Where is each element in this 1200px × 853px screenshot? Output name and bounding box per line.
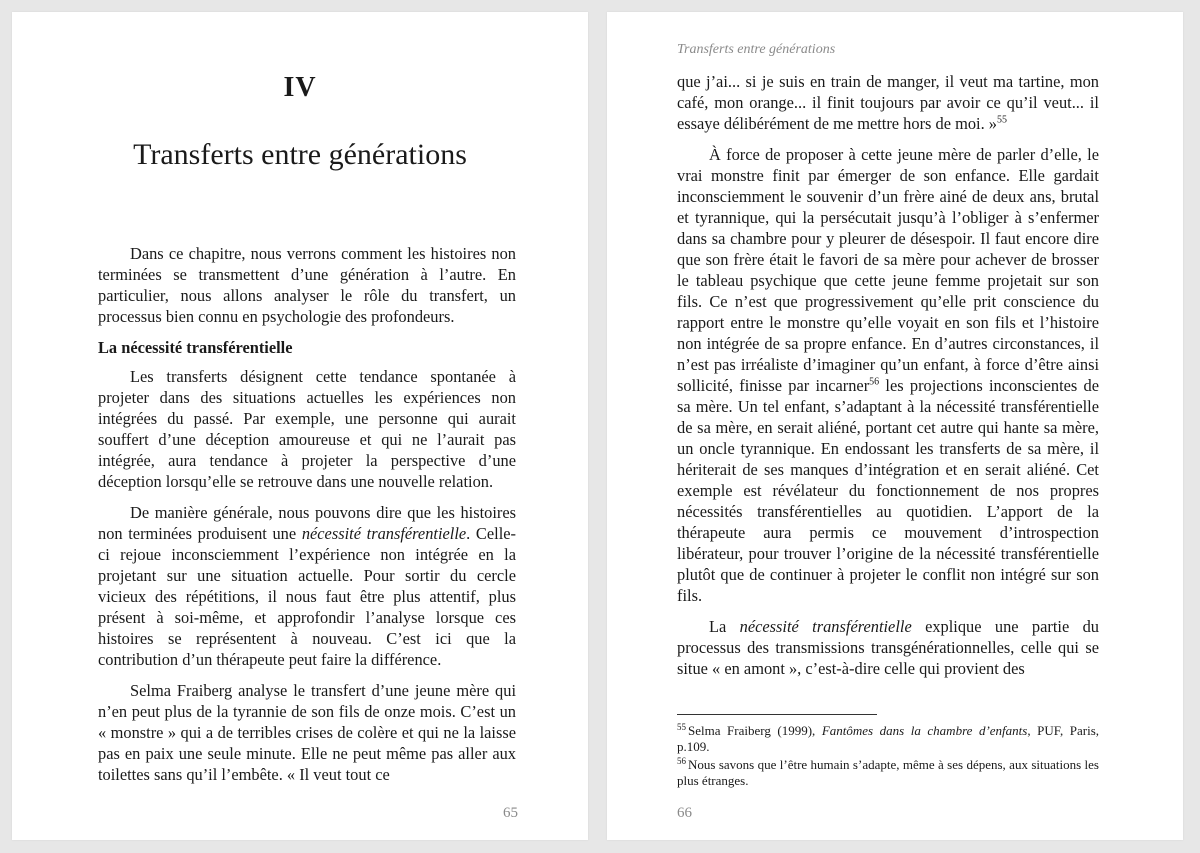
page-number: 65 bbox=[503, 805, 518, 821]
paragraph bbox=[677, 71, 1099, 134]
paragraph: Dans ce chapitre, nous verrons comment les histoires non terminées se transmettent d’une génération à l’autre. En particulier, nous allons analyser le rôle du transfert, un processus bien connu en psychologie des profondeurs. bbox=[98, 244, 516, 326]
paragraph-text: . Celle-ci rejoue inconsciemment l’expérience non intégrée en la projetant sur une situation actuelle. Pour sortir du cercle vicieux des répétitions, il nous faut être plus attentif, plus présent à soi-même, et approfondir l’analyse lorsque ces histoires se représentent à nouveau. C’est ici que la contribution d’un thérapeute peut faire la différence. bbox=[98, 524, 516, 669]
footnote-text: , PUF, Paris, p.109. bbox=[677, 723, 1100, 754]
chapter-number: IV bbox=[283, 72, 317, 103]
footnote-number: 56 bbox=[677, 755, 686, 766]
paragraph bbox=[677, 144, 1099, 606]
paragraph-text: que j’ai... si je suis en train de manger, il veut ma tartine, mon café, mon orange... il finit toujours par avoir ce qu’il veut... il essaye délibérément de me mettre hors de moi. » bbox=[677, 72, 1099, 133]
paragraph bbox=[98, 502, 516, 670]
page-number: 66 bbox=[677, 805, 692, 821]
footnotes bbox=[677, 714, 1099, 791]
chapter-title: Transferts entre générations bbox=[133, 138, 467, 171]
section-heading: La nécessité transférentielle bbox=[98, 338, 293, 357]
footnote bbox=[677, 757, 1099, 789]
footnote-number: 55 bbox=[677, 721, 686, 732]
left-page bbox=[12, 12, 588, 840]
paragraph: Les transferts désignent cette tendance spontanée à projeter dans des situations actuelles les expériences non intégrées du passé. Par exemple, une personne qui aurait souffert d’une déception amoureuse et qui ne l’aurait pas intégrée, aura tendance à projeter la perspective d’une déception lorsqu’elle se retrouve dans une nouvelle relation. bbox=[98, 367, 516, 491]
paragraph: Selma Fraiberg analyse le transfert d’une jeune mère qui n’en peut plus de la tyrannie de son fils de onze mois. C’est un « monstre » qui a de terribles crises de colère et qui ne la laisse pas en paix une seule minute. Elle ne peut même pas aller aux toilettes sans qu’il l’embête. « Il veut tout ce bbox=[98, 681, 516, 784]
paragraph-text: La bbox=[709, 617, 740, 636]
right-page bbox=[607, 12, 1183, 840]
paragraph bbox=[677, 616, 1099, 679]
footnote-text: Selma Fraiberg (1999), bbox=[688, 723, 822, 738]
paragraph-text: À force de proposer à cette jeune mère de parler d’elle, le vrai monstre finit par émerger de son enfance. Elle gardait inconsciemment le souvenir d’un frère ainé de deux ans, brutal et tyrannique, qui la persécutait jusqu’à l’obliger à s’enfermer dans sa chambre pour y pleurer de désespoir. Il faut encore dire que son frère était le favori de sa mère pour achever de brosser le tableau psychique que cette jeune femme projetait sur son fils. Ce n’est que progressivement qu’elle prit conscience du rapport entre le monstre qu’elle voyait en son fils et l’histoire non intégrée de sa propre enfance. En d’autres circonstances, il n’est pas irréaliste d’imaginer qu’un enfant, à force d’être ainsi sollicité, finisse par incarner bbox=[677, 145, 1099, 395]
footnote-reference[interactable]: 55 bbox=[996, 114, 1007, 126]
emphasis-text: nécessité transférentielle bbox=[739, 617, 912, 636]
footnote-book-title: Fantômes dans la chambre d’enfants bbox=[821, 723, 1028, 738]
paragraph-text: explique une partie du processus des transmissions transgénérationnelles, celle qui se situe « en amont », c’est-à-dire celle qui provient des bbox=[677, 617, 1099, 678]
footnote bbox=[677, 723, 1099, 755]
running-header: Transferts entre générations bbox=[677, 42, 836, 57]
left-page-body bbox=[98, 243, 516, 795]
footnote-reference[interactable]: 56 bbox=[869, 376, 880, 388]
paragraph-text: les projections inconscientes de sa mère. Un tel enfant, s’adaptant à la nécessité transférentielle de sa mère, en serait aliéné, portant cet autre qui hante sa mère, un oncle tyrannique. En endossant les transferts de sa mère, il hériterait de ses manques d’intégration et en serait aliéné. Cet exemple est révélateur du fonctionnement de nos propres nécessités transférentielles au quotidien. L’apport de la thérapeute aura permis ce mouvement d’introspection libérateur, pour trouver l’origine de la nécessité transférentielle plutôt que de continuer à projeter le conflit non intégré sur son fils. bbox=[677, 376, 1099, 605]
footnote-divider bbox=[677, 714, 877, 715]
right-page-body bbox=[677, 71, 1099, 689]
footnote-text: Nous savons que l’être humain s’adapte, même à ses dépens, aux situations les plus étranges. bbox=[677, 757, 1099, 788]
paragraph-text: De manière générale, nous pouvons dire que les histoires non terminées produisent une bbox=[98, 503, 516, 543]
emphasis-text: nécessité transférentielle bbox=[301, 524, 467, 543]
